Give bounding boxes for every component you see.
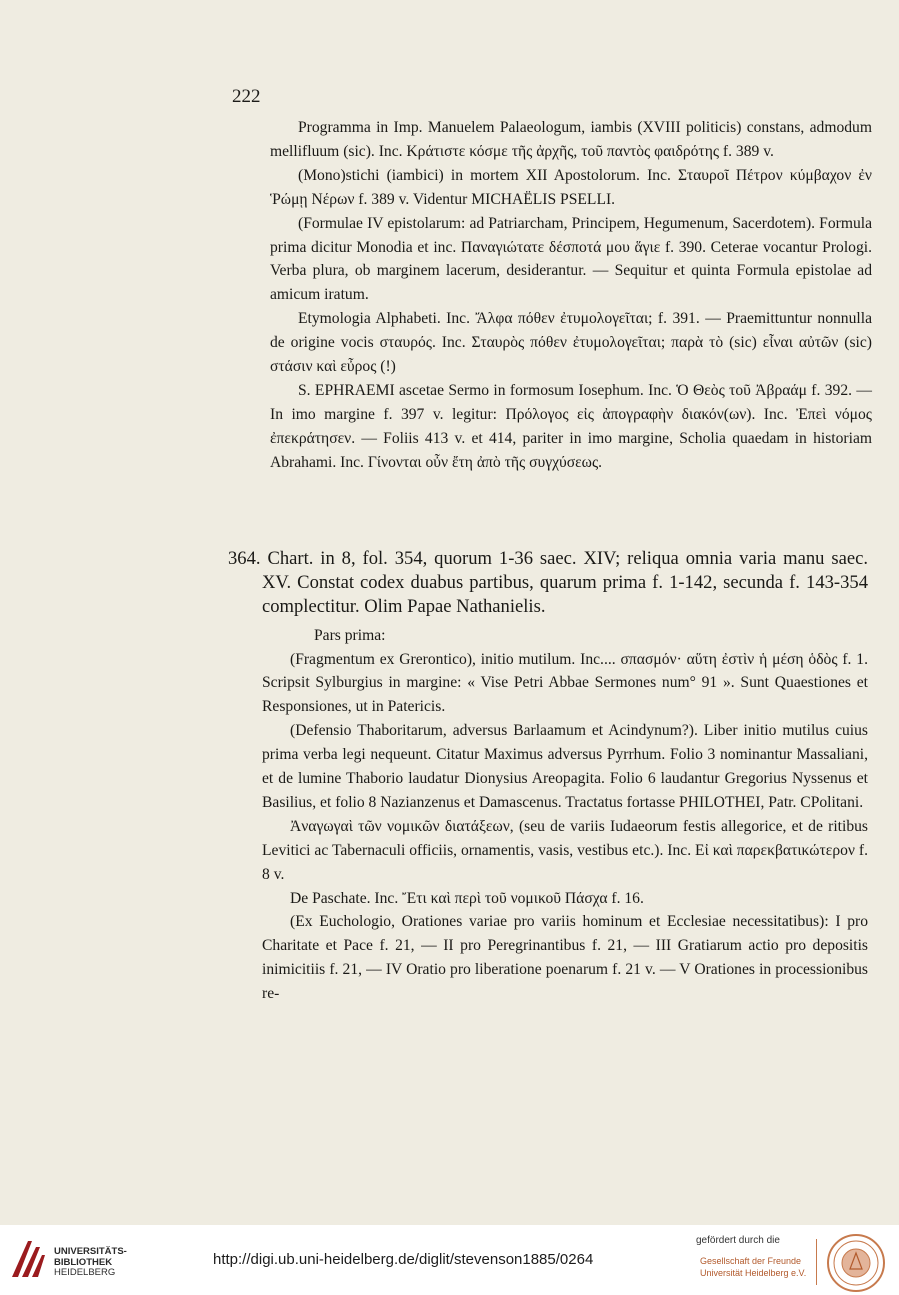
entry-heading: 364. Chart. in 8, fol. 354, quorum 1-36 saec. XIV; reliqua omnia varia manu saec. XV. Constat codex duabus partibus, quarum prima f. 1-142, secunda f. 143-354 complectitur. Olim Papae Nathanielis. [228,548,868,618]
paragraph: (Defensio Thaboritarum, adversus Barlaamum et Acindynum?). Liber initio mutilus cuius prima verba legi nequeunt. Citatur Maximus adversus Pyrrhum. Folio 3 nominantur Massaliani, et de lumine Thaborio laudatur Dionysius Areopagita. Folio 6 laudantur Gregorius Nyssenus et Basilius, et folio 8 Nazianzenus et Damascenus. Tractatus fortasse PHILOTHEI, Patr. CPolitani. [262,722,868,811]
university-seal-icon [826,1233,886,1293]
footer-bar [0,1225,899,1295]
paragraph: (Fragmentum ex Grerontico), initio mutilum. Inc.... σπασμόν· αὕτη ἐστὶν ἡ μέση ὁδὸς f. 1. Scripsit Sylburgius in margine: « Vise Petri Abbae Sermones num° 91 ». Sunt Quaestiones et Responsiones, ut in Patericis. [262,650,868,716]
sponsor-line: Gesellschaft der Freunde [700,1256,802,1266]
paragraph: Etymologia Alphabeti. Inc. Ἄλφα πόθεν ἐτυμολογεῖται; f. 391. — Praemittuntur nonnulla de origine vocis σταυρός. Inc. Σταυρὸς πόθεν ἐτυμολογεῖται; παρὰ τὸ (sic) εἶναι αὐτῶν (sic) στάσιν καὶ εὖρος (!) [270,310,872,376]
library-name-line: HEIDELBERG [54,1267,116,1278]
sponsor-line: Universität Heidelberg e.V. [700,1268,807,1278]
continued-entries [270,116,872,475]
library-logo-icon [10,1237,46,1283]
sponsor-name [700,1255,806,1279]
funded-by-label: gefördert durch die [696,1235,780,1246]
entry-subheading: Pars prima: [314,626,386,644]
library-name-line: UNIVERSITÄTS- [54,1246,127,1257]
paragraph: (Formulae IV epistolarum: ad Patriarcham, Principem, Hegumenum, Sacerdotem). Formula prima dicitur Monodia et inc. Παναγιώτατε δέσποτά μου ἅγιε f. 390. Ceterae vocantur Prologi. Verba plura, ob marginem lacerum, desiderantur. — Sequitur et quinta Formula epistolae ad amicum iratum. [270,214,872,304]
library-name-line: BIBLIOTHEK [54,1256,113,1268]
paragraph: (Mono)stichi (iambici) in mortem XII Apostolorum. Inc. Σταυροῖ Πέτρον κύμβαχον ἐν Ῥώμῃ Νέρων f. 389 v. Videntur MICHAËLIS PSELLI. [270,166,872,208]
catalog-entry-364 [228,547,868,1006]
paragraph: De Paschate. Inc. Ἔτι καὶ περὶ τοῦ νομικοῦ Πάσχα f. 16. [290,889,644,907]
paragraph: Ἀναγωγαὶ τῶν νομικῶν διατάξεων, (seu de variis Iudaeorum festis allegorice, et de ritibus Levitici ac Tabernaculi officiis, ornamentis, vasis, vestibus etc.). Inc. Εἰ καὶ παρεκβατικώτερον f. 8 v. [262,817,868,883]
entry-body [262,624,868,1007]
permalink-url[interactable]: http://digi.ub.uni-heidelberg.de/diglit/stevenson1885/0264 [213,1251,594,1268]
paragraph: Programma in Imp. Manuelem Palaeologum, iambis (XVIII politicis) constans, admodum mellifluum (sic). Inc. Κράτιστε κόσμε τῆς ἀρχῆς, τοῦ παντὸς φαιδρότης f. 389 v. [270,119,872,160]
paragraph: S. EPHRAEMI ascetae Sermo in formosum Iosephum. Inc. Ὁ Θεὸς τοῦ Ἀβραάμ f. 392. — In imo margine f. 397 v. legitur: Πρόλογος εἰς ἀπογραφὴν διακόν(ων). Inc. Ἐπεὶ νόμος ἐπεκράτησεν. — Foliis 413 v. et 414, pariter in imo margine, Scholia quaedam in historiam Abrahami. Inc. Γίνονται οὖν ἔτη ἀπὸ τῆς συγχύσεως. [270,381,872,471]
library-name [54,1247,127,1279]
paragraph: (Ex Euchologio, Orationes variae pro variis hominum et Ecclesiae necessitatibus): I pro Charitate et Pace f. 21, — II pro Peregrinantibus f. 21, — III Gratiarum actio pro depositis inimicitiis f. 21, — IV Oratio pro liberatione poenarum f. 21 v. — V Orationes in processionibus re- [262,913,868,1003]
page-number: 222 [232,86,261,107]
footer-divider [816,1239,817,1285]
